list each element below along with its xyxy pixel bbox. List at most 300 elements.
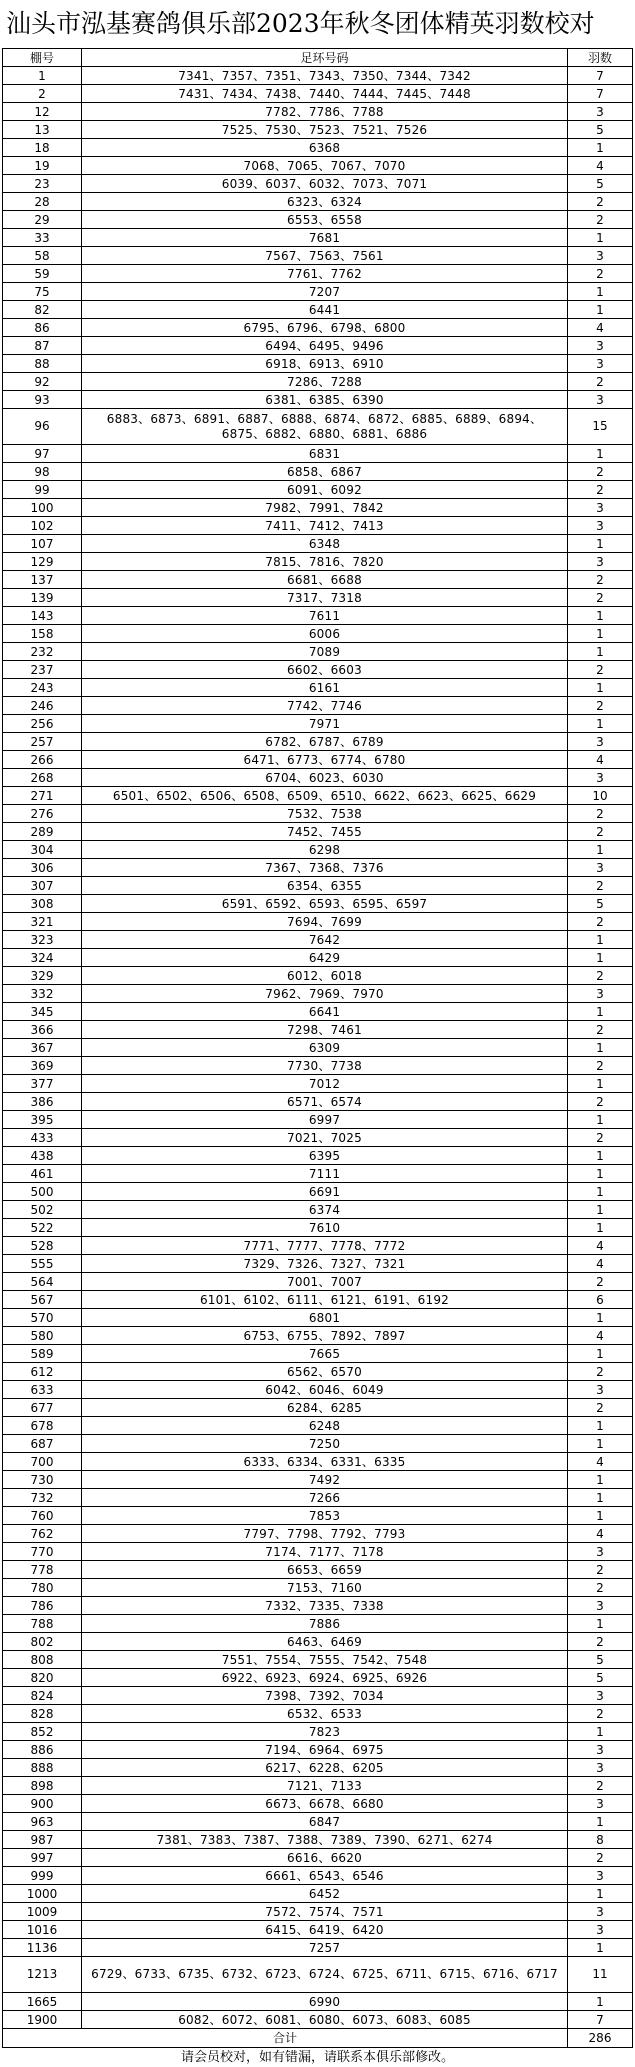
ring-codes-cell: 7001、7007 xyxy=(82,1273,568,1291)
bird-count-cell: 1 xyxy=(568,1147,633,1165)
loft-number-cell: 143 xyxy=(3,607,82,625)
bird-count-cell: 2 xyxy=(568,1093,633,1111)
bird-count-cell: 1 xyxy=(568,1309,633,1327)
loft-number-cell: 760 xyxy=(3,1507,82,1525)
bird-count-cell: 2 xyxy=(568,913,633,931)
loft-number-cell: 99 xyxy=(3,481,82,499)
ring-codes-cell: 7853 xyxy=(82,1507,568,1525)
loft-number-cell: 1 xyxy=(3,67,82,85)
ring-codes-cell: 6681、6688 xyxy=(82,571,568,589)
table-row xyxy=(3,823,633,841)
loft-number-cell: 323 xyxy=(3,931,82,949)
table-row xyxy=(3,1579,633,1597)
ring-codes-cell: 7730、7738 xyxy=(82,1057,568,1075)
table-row xyxy=(3,1597,633,1615)
loft-number-cell: 788 xyxy=(3,1615,82,1633)
ring-codes-cell: 7665 xyxy=(82,1345,568,1363)
loft-number-cell: 997 xyxy=(3,1849,82,1867)
bird-count-cell: 2 xyxy=(568,1777,633,1795)
loft-number-cell: 564 xyxy=(3,1273,82,1291)
loft-number-cell: 100 xyxy=(3,499,82,517)
loft-number-cell: 1009 xyxy=(3,1903,82,1921)
table-row xyxy=(3,1111,633,1129)
bird-count-cell: 4 xyxy=(568,1237,633,1255)
loft-number-cell: 461 xyxy=(3,1165,82,1183)
bird-count-cell: 2 xyxy=(568,1579,633,1597)
bird-count-cell: 3 xyxy=(568,1759,633,1777)
loft-number-cell: 886 xyxy=(3,1741,82,1759)
bird-count-cell: 2 xyxy=(568,823,633,841)
bird-count-cell: 2 xyxy=(568,1633,633,1651)
table-row xyxy=(3,571,633,589)
table-row xyxy=(3,1849,633,1867)
loft-number-cell: 129 xyxy=(3,553,82,571)
ring-codes-cell: 7611 xyxy=(82,607,568,625)
bird-count-cell: 1 xyxy=(568,535,633,553)
loft-number-cell: 2 xyxy=(3,85,82,103)
bird-count-cell: 2 xyxy=(568,1129,633,1147)
ring-codes-cell: 7782、7786、7788 xyxy=(82,103,568,121)
table-row xyxy=(3,1687,633,1705)
total-count: 286 xyxy=(568,2029,633,2048)
bird-count-cell: 2 xyxy=(568,373,633,391)
loft-number-cell: 87 xyxy=(3,337,82,355)
bird-count-cell: 2 xyxy=(568,1561,633,1579)
table-row xyxy=(3,1255,633,1273)
table-body xyxy=(3,67,633,2029)
ring-codes-cell: 7452、7455 xyxy=(82,823,568,841)
loft-number-cell: 1016 xyxy=(3,1921,82,1939)
bird-count-cell: 1 xyxy=(568,1471,633,1489)
table-row xyxy=(3,247,633,265)
bird-count-cell: 1 xyxy=(568,1183,633,1201)
bird-count-cell: 8 xyxy=(568,1831,633,1849)
loft-number-cell: 93 xyxy=(3,391,82,409)
ring-codes-cell: 6922、6923、6924、6925、6926 xyxy=(82,1669,568,1687)
table-row xyxy=(3,193,633,211)
loft-number-cell: 762 xyxy=(3,1525,82,1543)
ring-codes-cell: 7153、7160 xyxy=(82,1579,568,1597)
loft-number-cell: 366 xyxy=(3,1021,82,1039)
table-row xyxy=(3,1867,633,1885)
table-row xyxy=(3,445,633,463)
table-row xyxy=(3,931,633,949)
bird-count-cell: 1 xyxy=(568,1885,633,1903)
loft-number-cell: 433 xyxy=(3,1129,82,1147)
table-row xyxy=(3,1273,633,1291)
bird-count-cell: 1 xyxy=(568,229,633,247)
ring-codes-cell: 6501、6502、6506、6508、6509、6510、6622、6623、6625、6629 xyxy=(82,787,568,805)
loft-number-cell: 23 xyxy=(3,175,82,193)
bird-count-cell: 7 xyxy=(568,67,633,85)
table-row xyxy=(3,661,633,679)
table-row xyxy=(3,1651,633,1669)
loft-number-cell: 732 xyxy=(3,1489,82,1507)
ring-codes-cell: 6691 xyxy=(82,1183,568,1201)
table-row xyxy=(3,319,633,337)
loft-number-cell: 75 xyxy=(3,283,82,301)
table-row xyxy=(3,1507,633,1525)
table-row xyxy=(3,175,633,193)
bird-count-cell: 3 xyxy=(568,1921,633,1939)
ring-codes-cell: 7111 xyxy=(82,1165,568,1183)
bird-count-cell: 10 xyxy=(568,787,633,805)
footer-note: 请会员校对，如有错漏，请联系本俱乐部修改。 xyxy=(180,2050,454,2065)
table-row xyxy=(3,1417,633,1435)
loft-number-cell: 332 xyxy=(3,985,82,1003)
bird-count-cell: 1 xyxy=(568,1723,633,1741)
table-row xyxy=(3,1885,633,1903)
loft-number-cell: 386 xyxy=(3,1093,82,1111)
table-row xyxy=(3,769,633,787)
ring-codes-cell: 6381、6385、6390 xyxy=(82,391,568,409)
table-row xyxy=(3,499,633,517)
bird-count-cell: 3 xyxy=(568,553,633,571)
loft-number-cell: 369 xyxy=(3,1057,82,1075)
ring-codes-cell: 7694、7699 xyxy=(82,913,568,931)
table-row xyxy=(3,1705,633,1723)
ring-codes-cell: 7257 xyxy=(82,1939,568,1957)
table-row xyxy=(3,967,633,985)
bird-count-cell: 11 xyxy=(568,1957,633,1993)
table-row xyxy=(3,1057,633,1075)
ring-codes-cell: 7431、7434、7438、7440、7444、7445、7448 xyxy=(82,85,568,103)
bird-count-cell: 1 xyxy=(568,1813,633,1831)
table-row xyxy=(3,1039,633,1057)
ring-codes-cell: 7207 xyxy=(82,283,568,301)
header-loft-number: 棚号 xyxy=(3,49,82,67)
header-row xyxy=(3,49,633,67)
table-row xyxy=(3,1021,633,1039)
bird-count-cell: 4 xyxy=(568,751,633,769)
bird-count-cell: 2 xyxy=(568,1021,633,1039)
loft-number-cell: 1213 xyxy=(3,1957,82,1993)
bird-count-cell: 3 xyxy=(568,517,633,535)
ring-codes-cell: 7797、7798、7792、7793 xyxy=(82,1525,568,1543)
loft-number-cell: 502 xyxy=(3,1201,82,1219)
table-row xyxy=(3,1723,633,1741)
ring-codes-cell: 6831 xyxy=(82,445,568,463)
table-row xyxy=(3,85,633,103)
ring-codes-cell: 6494、6495、9496 xyxy=(82,337,568,355)
table-row xyxy=(3,1435,633,1453)
bird-count-cell: 1 xyxy=(568,841,633,859)
ring-codes-cell: 7971 xyxy=(82,715,568,733)
table-row xyxy=(3,859,633,877)
ring-codes-cell: 7815、7816、7820 xyxy=(82,553,568,571)
table-row xyxy=(3,1633,633,1651)
bird-count-cell: 4 xyxy=(568,319,633,337)
loft-number-cell: 730 xyxy=(3,1471,82,1489)
table-row xyxy=(3,877,633,895)
ring-codes-cell: 6532、6533 xyxy=(82,1705,568,1723)
ring-codes-cell: 6653、6659 xyxy=(82,1561,568,1579)
table-row xyxy=(3,1399,633,1417)
table-row xyxy=(3,553,633,571)
bird-count-cell: 3 xyxy=(568,1597,633,1615)
loft-number-cell: 306 xyxy=(3,859,82,877)
bird-count-cell: 5 xyxy=(568,121,633,139)
bird-count-cell: 2 xyxy=(568,661,633,679)
loft-number-cell: 687 xyxy=(3,1435,82,1453)
bird-count-cell: 1 xyxy=(568,1615,633,1633)
table-row xyxy=(3,517,633,535)
bird-count-cell: 1 xyxy=(568,1993,633,2011)
table-row xyxy=(3,229,633,247)
loft-number-cell: 900 xyxy=(3,1795,82,1813)
table-row xyxy=(3,985,633,1003)
bird-count-cell: 3 xyxy=(568,391,633,409)
loft-number-cell: 289 xyxy=(3,823,82,841)
bird-count-cell: 1 xyxy=(568,1345,633,1363)
ring-codes-cell: 6997 xyxy=(82,1111,568,1129)
ring-codes-cell: 6753、6755、7892、7897 xyxy=(82,1327,568,1345)
ring-codes-cell: 7492 xyxy=(82,1471,568,1489)
loft-number-cell: 12 xyxy=(3,103,82,121)
loft-number-cell: 580 xyxy=(3,1327,82,1345)
ring-codes-cell: 6641 xyxy=(82,1003,568,1021)
table-row xyxy=(3,301,633,319)
total-label: 合计 xyxy=(3,2029,568,2048)
ring-codes-cell: 6161 xyxy=(82,679,568,697)
loft-number-cell: 500 xyxy=(3,1183,82,1201)
ring-codes-cell: 6673、6678、6680 xyxy=(82,1795,568,1813)
table-row xyxy=(3,841,633,859)
loft-number-cell: 898 xyxy=(3,1777,82,1795)
table-row xyxy=(3,1939,633,1957)
loft-number-cell: 820 xyxy=(3,1669,82,1687)
bird-count-cell: 2 xyxy=(568,193,633,211)
loft-number-cell: 1665 xyxy=(3,1993,82,2011)
ring-codes-cell: 6553、6558 xyxy=(82,211,568,229)
bird-count-cell: 2 xyxy=(568,481,633,499)
ring-codes-cell: 6298 xyxy=(82,841,568,859)
bird-count-cell: 7 xyxy=(568,2011,633,2029)
page-title: 汕头市泓基赛鸽俱乐部2023年秋冬团体精英羽数校对 xyxy=(6,9,595,38)
loft-number-cell: 107 xyxy=(3,535,82,553)
ring-codes-cell: 6354、6355 xyxy=(82,877,568,895)
bird-count-cell: 1 xyxy=(568,1111,633,1129)
ring-codes-cell: 7962、7969、7970 xyxy=(82,985,568,1003)
bird-count-cell: 1 xyxy=(568,283,633,301)
bird-count-cell: 1 xyxy=(568,1039,633,1057)
ring-codes-cell: 6348 xyxy=(82,535,568,553)
ring-codes-cell: 7572、7574、7571 xyxy=(82,1903,568,1921)
table-row xyxy=(3,625,633,643)
table-row xyxy=(3,697,633,715)
loft-number-cell: 96 xyxy=(3,409,82,445)
bird-count-cell: 1 xyxy=(568,1201,633,1219)
ring-codes-cell: 7341、7357、7351、7343、7350、7344、7342 xyxy=(82,67,568,85)
table-row xyxy=(3,1831,633,1849)
ring-codes-cell: 7317、7318 xyxy=(82,589,568,607)
table-row xyxy=(3,787,633,805)
loft-number-cell: 308 xyxy=(3,895,82,913)
ring-codes-cell: 7551、7554、7555、7542、7548 xyxy=(82,1651,568,1669)
loft-number-cell: 1000 xyxy=(3,1885,82,1903)
bird-count-cell: 1 xyxy=(568,1435,633,1453)
table-row xyxy=(3,715,633,733)
bird-count-cell: 2 xyxy=(568,589,633,607)
ring-codes-cell: 7174、7177、7178 xyxy=(82,1543,568,1561)
ring-codes-cell: 6704、6023、6030 xyxy=(82,769,568,787)
ring-codes-cell: 7021、7025 xyxy=(82,1129,568,1147)
table-row xyxy=(3,733,633,751)
table-row xyxy=(3,391,633,409)
bird-count-cell: 2 xyxy=(568,1057,633,1075)
bird-count-cell: 5 xyxy=(568,175,633,193)
table-row xyxy=(3,679,633,697)
bird-count-cell: 3 xyxy=(568,1543,633,1561)
loft-number-cell: 98 xyxy=(3,463,82,481)
table-row xyxy=(3,409,633,445)
bird-count-cell: 3 xyxy=(568,1903,633,1921)
loft-number-cell: 243 xyxy=(3,679,82,697)
loft-number-cell: 102 xyxy=(3,517,82,535)
bird-count-cell: 4 xyxy=(568,157,633,175)
bird-count-cell: 3 xyxy=(568,1867,633,1885)
loft-number-cell: 963 xyxy=(3,1813,82,1831)
bird-count-cell: 1 xyxy=(568,679,633,697)
ring-codes-cell: 6006 xyxy=(82,625,568,643)
ring-codes-cell: 7381、7383、7387、7388、7389、7390、6271、6274 xyxy=(82,1831,568,1849)
table-row xyxy=(3,1759,633,1777)
ring-codes-cell: 6415、6419、6420 xyxy=(82,1921,568,1939)
loft-number-cell: 92 xyxy=(3,373,82,391)
table-row xyxy=(3,949,633,967)
ring-codes-cell: 6012、6018 xyxy=(82,967,568,985)
loft-number-cell: 28 xyxy=(3,193,82,211)
loft-number-cell: 824 xyxy=(3,1687,82,1705)
loft-number-cell: 770 xyxy=(3,1543,82,1561)
loft-number-cell: 19 xyxy=(3,157,82,175)
ring-codes-cell: 6082、6072、6081、6080、6073、6083、6085 xyxy=(82,2011,568,2029)
bird-count-cell: 4 xyxy=(568,1327,633,1345)
bird-count-cell: 1 xyxy=(568,625,633,643)
table-row xyxy=(3,283,633,301)
bird-count-cell: 3 xyxy=(568,733,633,751)
table-row xyxy=(3,1903,633,1921)
table-row xyxy=(3,1777,633,1795)
loft-number-cell: 13 xyxy=(3,121,82,139)
table-row xyxy=(3,1525,633,1543)
table-row xyxy=(3,1291,633,1309)
table-row xyxy=(3,1003,633,1021)
bird-count-cell: 3 xyxy=(568,985,633,1003)
loft-number-cell: 232 xyxy=(3,643,82,661)
table-row xyxy=(3,139,633,157)
loft-number-cell: 367 xyxy=(3,1039,82,1057)
loft-number-cell: 377 xyxy=(3,1075,82,1093)
ring-codes-cell: 7771、7777、7778、7772 xyxy=(82,1237,568,1255)
loft-number-cell: 1900 xyxy=(3,2011,82,2029)
ring-codes-cell: 7367、7368、7376 xyxy=(82,859,568,877)
ring-codes-cell: 6562、6570 xyxy=(82,1363,568,1381)
bird-count-cell: 2 xyxy=(568,1363,633,1381)
ring-codes-cell: 6323、6324 xyxy=(82,193,568,211)
table-row xyxy=(3,373,633,391)
ring-codes-cell: 7194、6964、6975 xyxy=(82,1741,568,1759)
loft-number-cell: 307 xyxy=(3,877,82,895)
loft-number-cell: 58 xyxy=(3,247,82,265)
loft-number-cell: 555 xyxy=(3,1255,82,1273)
ring-codes-cell: 7525、7530、7523、7521、7526 xyxy=(82,121,568,139)
loft-number-cell: 700 xyxy=(3,1453,82,1471)
ring-codes-cell: 7761、7762 xyxy=(82,265,568,283)
table-row xyxy=(3,1471,633,1489)
table-row xyxy=(3,751,633,769)
table-row xyxy=(3,1489,633,1507)
ring-codes-cell: 6616、6620 xyxy=(82,1849,568,1867)
bird-count-cell: 3 xyxy=(568,103,633,121)
bird-count-cell: 1 xyxy=(568,445,633,463)
bird-count-cell: 2 xyxy=(568,463,633,481)
table-row xyxy=(3,67,633,85)
ring-codes-cell: 7012 xyxy=(82,1075,568,1093)
ring-codes-cell: 6441 xyxy=(82,301,568,319)
table-row xyxy=(3,1201,633,1219)
bird-count-cell: 1 xyxy=(568,1165,633,1183)
table-row xyxy=(3,1327,633,1345)
table-row xyxy=(3,211,633,229)
ring-codes-cell: 6284、6285 xyxy=(82,1399,568,1417)
loft-number-cell: 139 xyxy=(3,589,82,607)
header-bird-count: 羽数 xyxy=(568,49,633,67)
loft-number-cell: 438 xyxy=(3,1147,82,1165)
ring-codes-cell: 7886 xyxy=(82,1615,568,1633)
ring-codes-cell: 7567、7563、7561 xyxy=(82,247,568,265)
ring-codes-cell: 7610 xyxy=(82,1219,568,1237)
loft-number-cell: 852 xyxy=(3,1723,82,1741)
bird-count-cell: 4 xyxy=(568,1453,633,1471)
loft-number-cell: 33 xyxy=(3,229,82,247)
header-ring-codes: 足环号码 xyxy=(82,49,568,67)
table-row xyxy=(3,1363,633,1381)
bird-count-cell: 1 xyxy=(568,1417,633,1435)
loft-number-cell: 86 xyxy=(3,319,82,337)
loft-number-cell: 304 xyxy=(3,841,82,859)
bird-count-cell: 4 xyxy=(568,1525,633,1543)
bird-count-cell: 3 xyxy=(568,337,633,355)
ring-codes-cell: 6217、6228、6205 xyxy=(82,1759,568,1777)
table-row xyxy=(3,1345,633,1363)
bird-count-cell: 2 xyxy=(568,877,633,895)
table-row xyxy=(3,265,633,283)
loft-number-cell: 88 xyxy=(3,355,82,373)
loft-number-cell: 329 xyxy=(3,967,82,985)
bird-count-cell: 2 xyxy=(568,571,633,589)
table-row xyxy=(3,103,633,121)
roster-table xyxy=(2,48,633,2048)
ring-codes-cell: 7398、7392、7034 xyxy=(82,1687,568,1705)
loft-number-cell: 324 xyxy=(3,949,82,967)
bird-count-cell: 3 xyxy=(568,1795,633,1813)
bird-count-cell: 1 xyxy=(568,1003,633,1021)
loft-number-cell: 828 xyxy=(3,1705,82,1723)
ring-codes-cell: 6463、6469 xyxy=(82,1633,568,1651)
bird-count-cell: 1 xyxy=(568,1507,633,1525)
ring-codes-cell: 7250 xyxy=(82,1435,568,1453)
loft-number-cell: 633 xyxy=(3,1381,82,1399)
bird-count-cell: 3 xyxy=(568,859,633,877)
loft-number-cell: 237 xyxy=(3,661,82,679)
ring-codes-cell: 7068、7065、7067、7070 xyxy=(82,157,568,175)
table-row xyxy=(3,1561,633,1579)
ring-codes-cell: 7532、7538 xyxy=(82,805,568,823)
bird-count-cell: 1 xyxy=(568,949,633,967)
ring-codes-cell: 6452 xyxy=(82,1885,568,1903)
bird-count-cell: 5 xyxy=(568,1669,633,1687)
